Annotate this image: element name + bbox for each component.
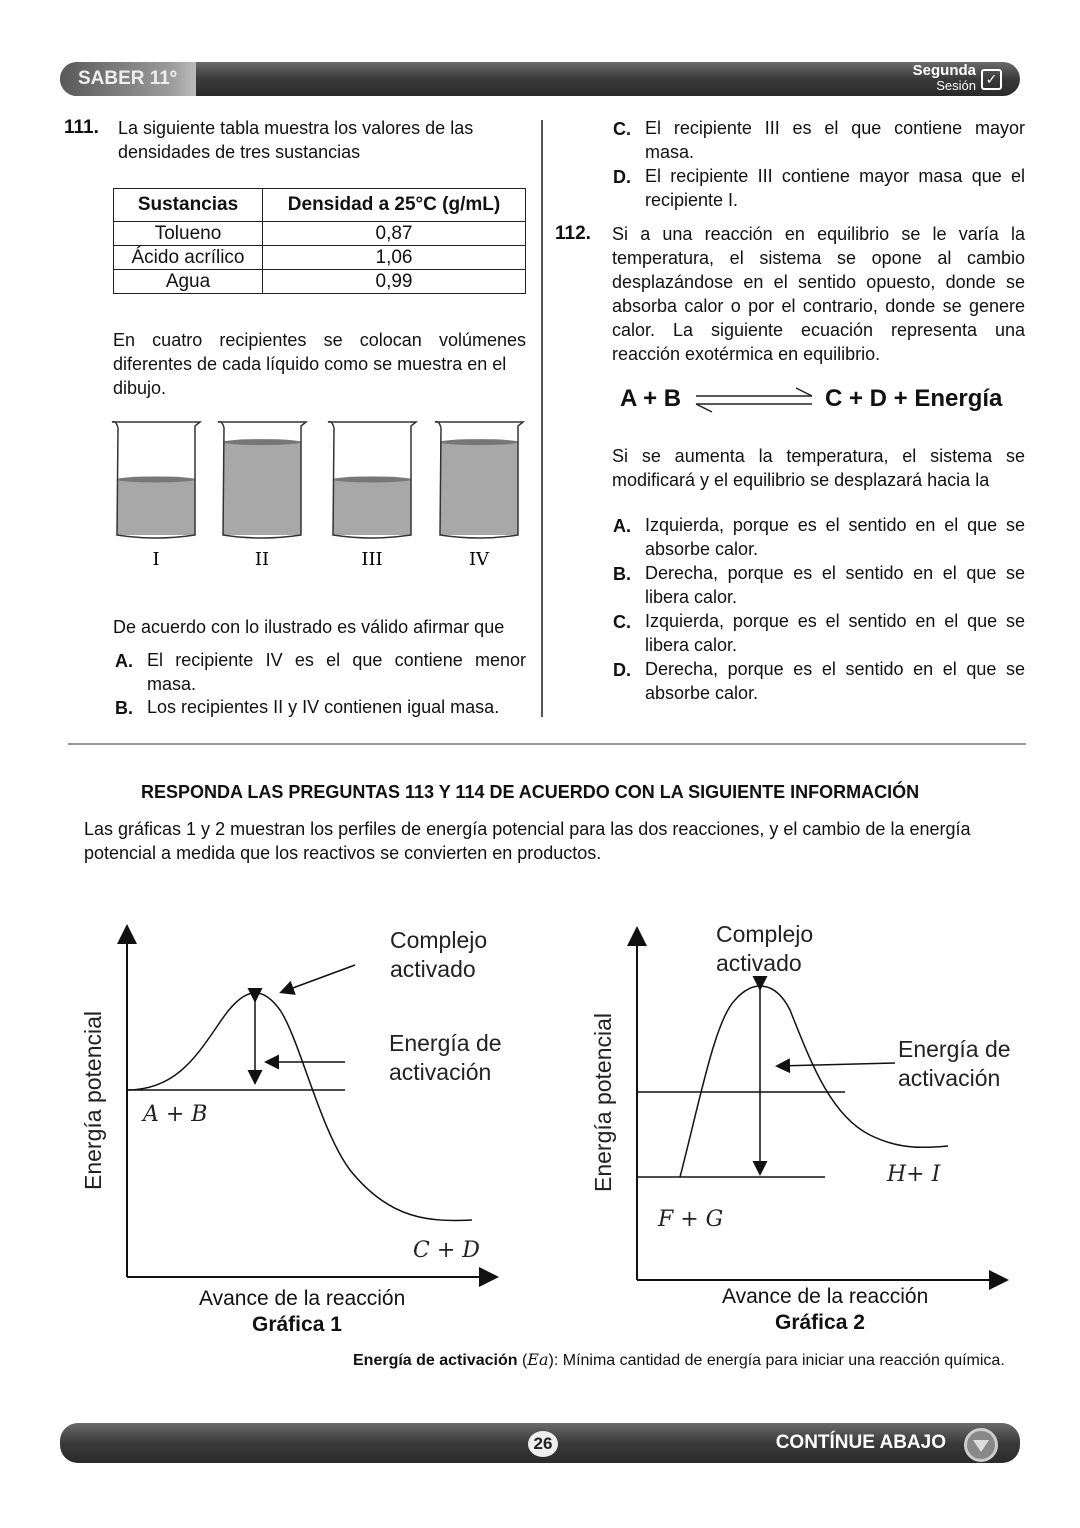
info-line-2: potencial a medida que los reactivos se convierten en productos. bbox=[84, 843, 602, 863]
graph-2-reactants: F + G bbox=[658, 1207, 724, 1232]
q111-option-d[interactable]: El recipiente III contiene mayor masa que el bbox=[645, 166, 1025, 186]
down-arrow-icon bbox=[964, 1428, 998, 1462]
liquid bbox=[333, 479, 411, 535]
q112-stem-2: modificará y el equilibrio se desplazará hacia la bbox=[612, 470, 990, 490]
q112-option-cont: libera calor. bbox=[645, 635, 738, 655]
footnote-definition: ): Mínima cantidad de energía para iniciar una reacción química. bbox=[548, 1352, 1005, 1369]
graph-2-energia: Energía de bbox=[898, 1036, 1011, 1062]
question-number: 111. bbox=[64, 117, 99, 138]
beaker-label: III bbox=[361, 549, 383, 570]
graph-2-activacion: activación bbox=[898, 1065, 1001, 1091]
table-cell: Tolueno bbox=[114, 222, 263, 246]
footnote-symbol: Ea bbox=[527, 1350, 549, 1369]
option-letter: B. bbox=[613, 564, 631, 584]
pointer-arrow bbox=[778, 1063, 895, 1066]
graph-2-xlabel: Avance de la reacción bbox=[722, 1285, 929, 1308]
option-letter: A. bbox=[115, 651, 133, 671]
beaker-II bbox=[218, 422, 306, 538]
session-line-1: Segunda bbox=[912, 62, 976, 79]
beaker-label: I bbox=[152, 549, 160, 570]
pointer-arrow bbox=[282, 965, 355, 992]
q112-line: desplazándose en el sentido opuesto, donde se bbox=[612, 272, 1025, 292]
q112-option[interactable]: Izquierda, porque es el sentido en el que se bbox=[645, 515, 1025, 535]
q112-line: absorba calor o por el contrario, donde se genere bbox=[612, 296, 1025, 316]
table-cell: Ácido acrílico bbox=[114, 246, 263, 270]
q111-option-c[interactable]: El recipiente III es el que contiene mayor bbox=[645, 118, 1025, 138]
option-letter: C. bbox=[613, 612, 631, 632]
q111-option-b[interactable]: Los recipientes II y IV contienen igual masa. bbox=[147, 697, 500, 717]
graph-2-ylabel: Energía potencial bbox=[590, 1012, 616, 1192]
footnote bbox=[353, 1350, 1005, 1370]
beaker-label: IV bbox=[468, 549, 490, 570]
graph-1-title: Gráfica 1 bbox=[252, 1313, 342, 1336]
q111-intro-2: densidades de tres sustancias bbox=[118, 142, 361, 162]
graph-2-title: Gráfica 2 bbox=[775, 1311, 865, 1334]
q111-option-a[interactable]: El recipiente IV es el que contiene menor bbox=[147, 650, 526, 670]
q111-option-a-cont: masa. bbox=[147, 674, 197, 694]
energy-profile-graphs bbox=[0, 900, 1080, 1300]
graph-2-products: H+ I bbox=[887, 1162, 941, 1187]
option-letter: B. bbox=[115, 698, 133, 718]
continue-label: CONTÍNUE ABAJO bbox=[775, 1432, 946, 1453]
q112-line: Si a una reacción en equilibrio se le varía la bbox=[612, 224, 1025, 244]
graph-1-energia: Energía de bbox=[389, 1030, 502, 1056]
table-cell: 1,06 bbox=[263, 246, 526, 270]
q112-option[interactable]: Derecha, porque es el sentido en el que se bbox=[645, 563, 1025, 583]
option-letter: D. bbox=[613, 167, 631, 187]
graph-1-products: C + D bbox=[413, 1238, 480, 1263]
footnote-paren: ( bbox=[517, 1352, 528, 1369]
q112-option-cont: absorbe calor. bbox=[645, 539, 759, 559]
q112-option[interactable]: Izquierda, porque es el sentido en el que se bbox=[645, 611, 1025, 631]
column-divider bbox=[541, 120, 543, 717]
density-table bbox=[113, 188, 526, 294]
q112-line: temperatura, el sistema se opone al cambio bbox=[612, 248, 1025, 268]
liquid bbox=[117, 479, 195, 535]
table-cell: 0,87 bbox=[263, 222, 526, 246]
beaker-label: II bbox=[254, 549, 270, 570]
liquid-surface bbox=[117, 476, 195, 482]
table-header: Sustancias bbox=[114, 189, 263, 222]
q112-line: calor. La siguiente ecuación representa una bbox=[612, 320, 1025, 340]
q112-stem-1: Si se aumenta la temperatura, el sistema se bbox=[612, 446, 1025, 466]
graph-1-ylabel: Energía potencial bbox=[80, 1010, 106, 1190]
q112-line: reacción exotérmica en equilibrio. bbox=[612, 344, 881, 364]
table-cell: 0,99 bbox=[263, 270, 526, 294]
q111-intro-1: La siguiente tabla muestra los valores de las bbox=[118, 118, 474, 138]
table-header: Densidad a 25°C (g/mL) bbox=[263, 189, 526, 222]
beaker-IV bbox=[435, 422, 523, 538]
beakers-illustration bbox=[100, 410, 540, 580]
q111-text-3: dibujo. bbox=[113, 378, 167, 398]
q112-option[interactable]: Derecha, porque es el sentido en el que se bbox=[645, 659, 1025, 679]
footer-bar bbox=[60, 1423, 1020, 1463]
q111-option-c-cont: masa. bbox=[645, 142, 695, 162]
graph-1-activado: activado bbox=[390, 956, 476, 982]
q112-option-cont: absorbe calor. bbox=[645, 683, 759, 703]
graph-2-complejo: Complejo bbox=[716, 921, 814, 947]
graph-1-reactants: A + B bbox=[143, 1102, 208, 1127]
q111-text-2: diferentes de cada líquido como se muestra en el bbox=[113, 354, 507, 374]
liquid bbox=[223, 442, 301, 535]
section-divider bbox=[68, 743, 1026, 745]
liquid-surface bbox=[333, 476, 411, 482]
liquid-surface bbox=[223, 439, 301, 445]
q111-text-1: En cuatro recipientes se colocan volúmenes bbox=[113, 330, 526, 350]
session-line-2: Sesión bbox=[936, 78, 976, 93]
graph-2-activado: activado bbox=[716, 950, 802, 976]
section-heading: RESPONDA LAS PREGUNTAS 113 Y 114 DE ACUERDO CON LA SIGUIENTE INFORMACIÓN bbox=[141, 782, 920, 802]
q111-option-d-cont: recipiente I. bbox=[645, 190, 739, 210]
liquid bbox=[440, 442, 518, 535]
option-letter: A. bbox=[613, 516, 631, 536]
q112-option-cont: libera calor. bbox=[645, 587, 738, 607]
graph-1-complejo: Complejo bbox=[390, 927, 488, 953]
exam-title: SABER 11º bbox=[60, 62, 196, 96]
equilibrium-arrows-icon bbox=[692, 387, 817, 415]
header-bar bbox=[60, 62, 1020, 96]
q111-prompt: De acuerdo con lo ilustrado es válido afirmar que bbox=[113, 617, 505, 637]
beaker-I bbox=[112, 422, 200, 538]
table-row bbox=[114, 222, 526, 246]
page-number: 26 bbox=[528, 1431, 558, 1457]
option-letter: D. bbox=[613, 660, 631, 680]
info-line-1: Las gráficas 1 y 2 muestran los perfiles de energía potencial para las dos reacciones, y el cambio de la energía bbox=[84, 819, 971, 839]
question-number: 112. bbox=[555, 223, 591, 244]
beaker-III bbox=[328, 422, 416, 538]
option-letter: C. bbox=[613, 119, 631, 139]
graph-1-activacion: activación bbox=[389, 1059, 492, 1085]
footnote-term: Energía de activación bbox=[353, 1352, 518, 1369]
checkbox-icon: ✓ bbox=[981, 69, 1002, 90]
table-cell: Agua bbox=[114, 270, 263, 294]
table-row bbox=[114, 246, 526, 270]
table-row bbox=[114, 270, 526, 294]
session-label bbox=[912, 62, 998, 93]
equation-reactants: A + B bbox=[620, 385, 682, 412]
equation-products: C + D + Energía bbox=[825, 385, 1003, 412]
liquid-surface bbox=[440, 439, 518, 445]
graph-1-xlabel: Avance de la reacción bbox=[199, 1287, 406, 1310]
